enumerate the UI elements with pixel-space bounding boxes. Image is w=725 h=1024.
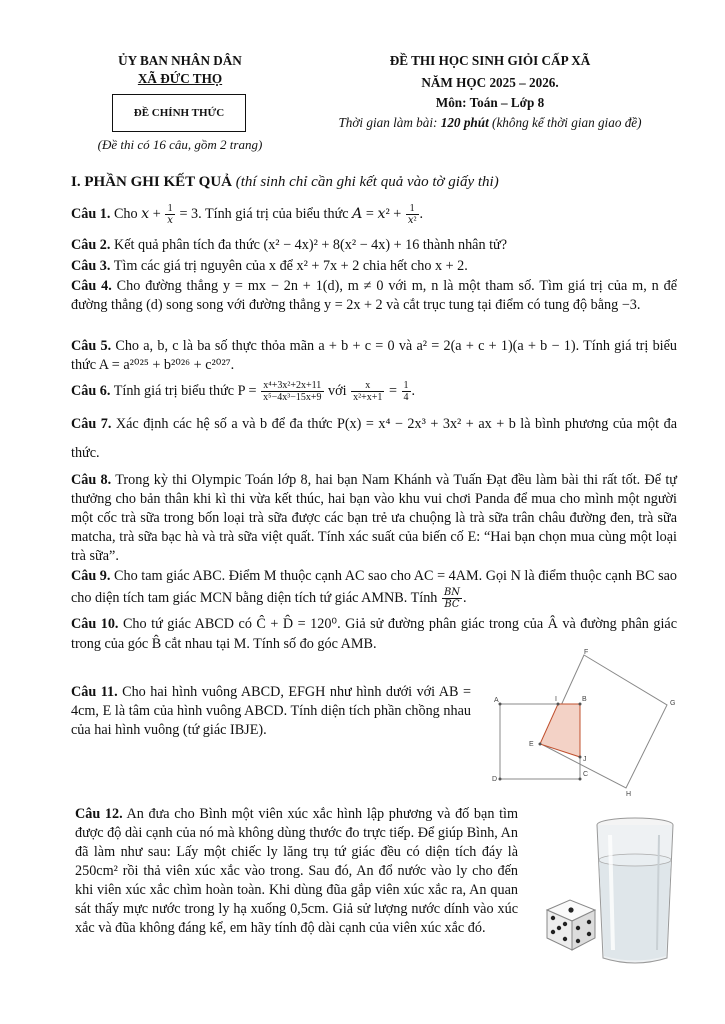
- glass-dice-illustration: [535, 800, 685, 975]
- official-box: ĐỀ CHÍNH THỨC: [112, 94, 246, 132]
- question-2: Câu 2. Kết quả phân tích đa thức (x² − 4x)² + 8(x² − 4x) + 16 thành nhân tử?: [71, 237, 508, 253]
- label-j: J: [583, 756, 587, 763]
- time-line: Thời gian làm bài: 120 phút (không kể thời gian giao đề): [338, 115, 642, 130]
- commune-name: XÃ ĐỨC THỌ: [137, 71, 223, 86]
- subject: Môn: Toán – Lớp 8: [435, 95, 545, 110]
- label-c: C: [583, 771, 589, 778]
- label-i: I: [555, 696, 557, 703]
- question-8: Câu 8. Trong kỳ thi Olympic Toán lớp 8, hai bạn Nam Khánh và Tuấn Đạt đều làm bài thi rất tốt. Để tự thưởng cho bản thân khi kì thi vừa kết thúc, hai bạn vào khu vui chơi Panda để mua cho mình một người một cốc trà sữa trong bốn loại trà sữa được các bạn trẻ ưa chuộng là trà sữa trân châu đường đen, trà sữa matcha, trà sữa bạc hà và trà sữa việt quất. Tính xác suất của biến cố E: “Hai bạn chọn mua cùng một loại trà sữa”.: [71, 472, 677, 564]
- question-6: Câu 6. Tính giá trị biểu thức P = $\frac{\text{x⁴+3x²+2x+11}}{\text{x⁵−4x³−15x+9}}$ với $\frac{x}{\text{x²+x+1}}$ = $\frac{1}{4}$ .: [71, 380, 416, 403]
- squares-figure: [484, 648, 684, 798]
- label-f: F: [584, 649, 589, 656]
- school-year: NĂM HỌC 2025 – 2026.: [421, 75, 559, 90]
- question-3: Câu 3. Tìm các giá trị nguyên của x để x² + 7x + 2 chia hết cho x + 2.: [71, 258, 468, 274]
- overlap-region: [540, 704, 580, 757]
- label-d: D: [492, 776, 498, 783]
- section-title: I. PHẦN GHI KẾT QUẢ (thí sinh chỉ cần ghi kết quả vào tờ giấy thi): [71, 174, 499, 190]
- label-a: A: [494, 697, 499, 704]
- label-g: G: [670, 700, 676, 707]
- exam-title: ĐỀ THI HỌC SINH GIỎI CẤP XÃ: [389, 53, 591, 68]
- label-h: H: [626, 791, 632, 798]
- question-1: Câu 1. Cho x + $\frac{1}{x}$ = 3. Tính giá trị của biểu thức A = x² + $\frac{1}{\text{x²}}$ .: [71, 203, 424, 226]
- question-10: Câu 10. Cho tứ giác ABCD có Ĉ + D̂ = 120⁰. Giả sử đường phân giác trong của Â và đường phân giác trong của góc B̂ cắt nhau tại M. Tính số đo góc AMB.: [71, 616, 677, 652]
- label-b: B: [582, 696, 587, 703]
- label-e: E: [529, 741, 534, 748]
- question-7: Câu 7. Xác định các hệ số a và b để đa thức P(x) = x⁴ − 2x³ + 3x² + ax + b là bình phương của một đa thức.: [71, 416, 677, 461]
- pages-note: (Đề thi có 16 câu, gồm 2 trang): [97, 137, 263, 152]
- question-4: Câu 4. Cho đường thẳng y = mx − 2n + 1(d), m ≠ 0 với m, n là một tham số. Tìm giá trị của m, n để đường thẳng (d) song song với đường thẳng y = 2x + 2 và cắt trục tung tại điểm có tung độ bằng −3.: [71, 278, 678, 313]
- question-12: Câu 12. An đưa cho Bình một viên xúc xắc hình lập phương và đố bạn tìm được độ dài cạnh của nó mà không dùng thước đo trực tiếp. Để giúp Bình, An đã làm như sau: Lấy một chiếc ly lăng trụ tứ giác đều có diện tích đáy là 250cm² rồi thả viên xúc xắc vào trong. Sau đó, An đổ nước vào ly cho đến khi viên xúc xắc chìm hoàn toàn. Khi dùng đũa gắp viên xúc xắc ra, An quan sát thấy mực nước trong ly hạ xuống 0,5cm. Giả sử lượng nước dính vào xúc xắc và đũa không đáng kể, em hãy tính độ dài cạnh của viên xúc xắc đó.: [75, 806, 518, 936]
- authority-name: ỦY BAN NHÂN DÂN: [118, 53, 242, 68]
- question-5: Câu 5. Cho a, b, c là ba số thực thỏa mãn a + b + c = 0 và a² = 2(a + c + 1)(a + b − 1). Tính giá trị biểu thức A = a²⁰²⁵ + b²⁰²⁶ + c²⁰²⁷.: [71, 338, 678, 373]
- question-11: Câu 11. Cho hai hình vuông ABCD, EFGH như hình dưới với AB = 4cm, E là tâm của hình vuông ABCD. Tính diện tích phần chồng nhau của hai hình vuông (tứ giác IBJE).: [71, 684, 471, 738]
- question-9: Câu 9. Cho tam giác ABC. Điểm M thuộc cạnh AC sao cho AC = 4AM. Gọi N là điểm thuộc cạnh BC sao cho diện tích tam giác MCN bằng diện tích tứ giác AMNB. Tính $\frac{BN}{BC}$ .: [71, 568, 678, 610]
